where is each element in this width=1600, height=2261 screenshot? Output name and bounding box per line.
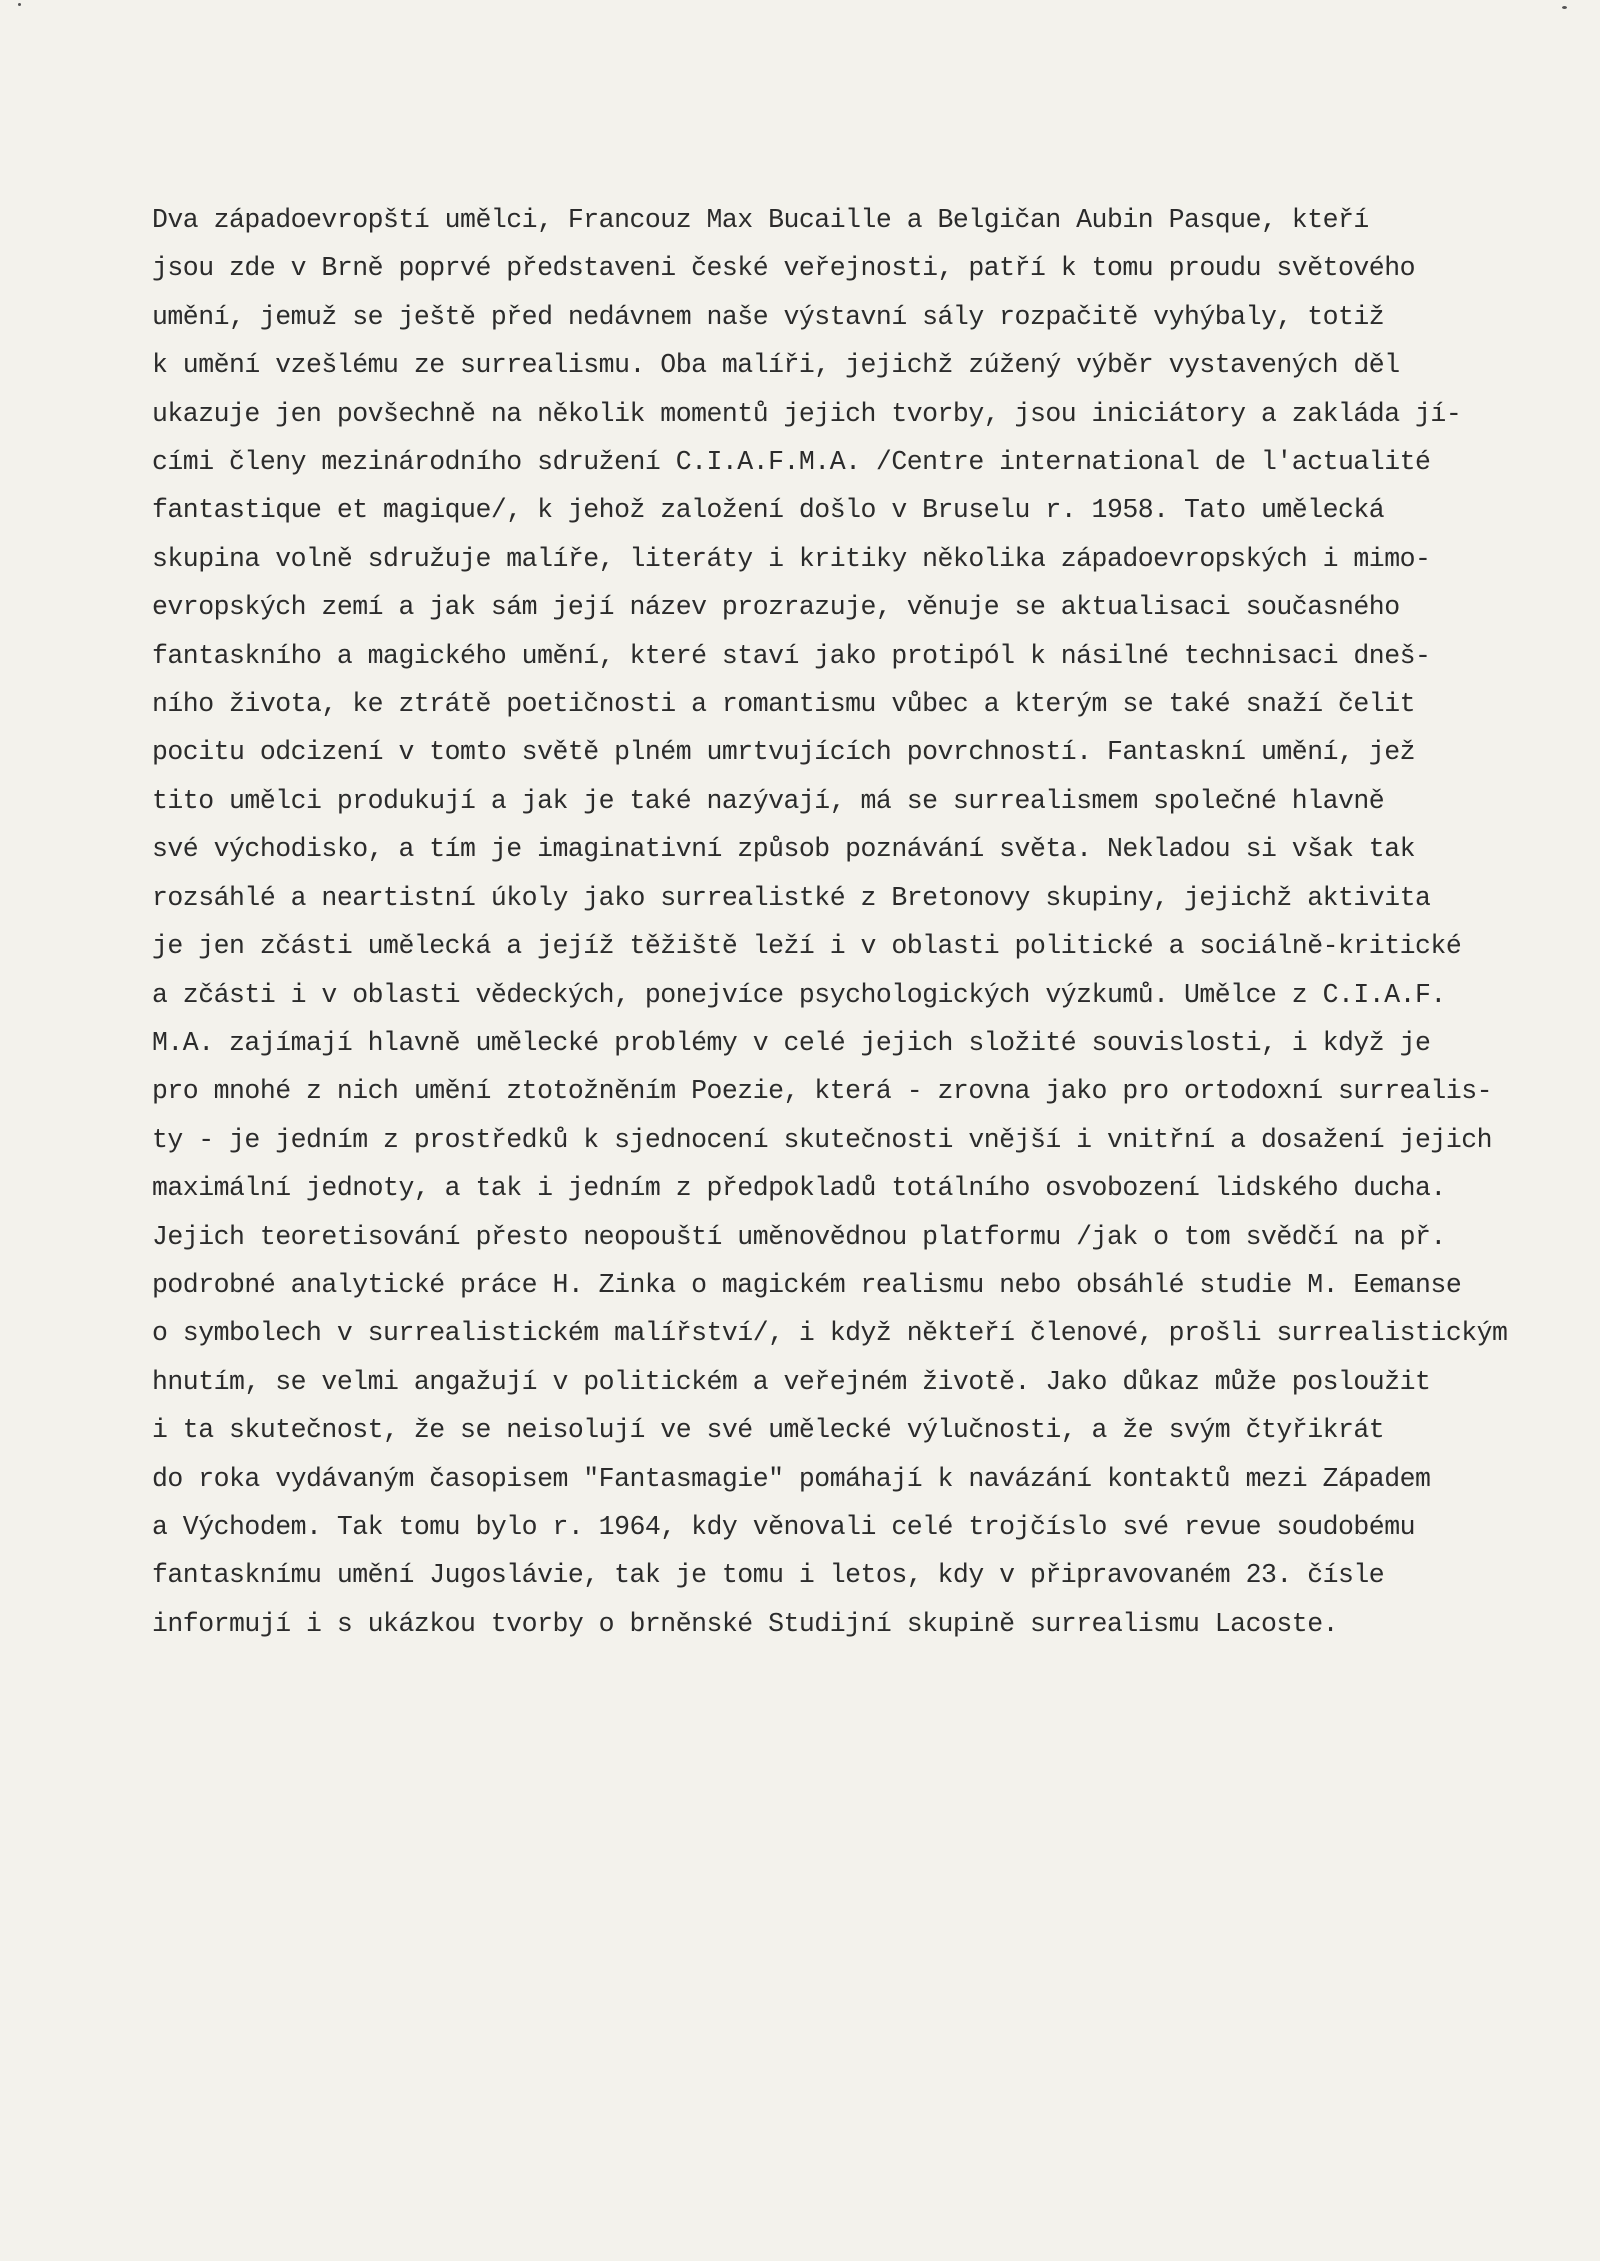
text-line: informují i s ukázkou tvorby o brněnské Studijní skupině surrealismu Lacoste.: [152, 1608, 1338, 1639]
text-line: evropských zemí a jak sám její název prozrazuje, věnuje se aktualisaci současného: [152, 592, 1400, 623]
text-line: a zčásti i v oblasti vědeckých, ponejvíce psychologických výzkumů. Umělce z C.I.A.F.: [152, 979, 1446, 1010]
text-line: pro mnohé z nich umění ztotožněním Poezie, která - zrovna jako pro ortodoxní surrealis-: [152, 1076, 1493, 1107]
text-line: do roka vydávaným časopisem "Fantasmagie" pomáhají k navázání kontaktů mezi Západem: [152, 1463, 1431, 1494]
text-line: hnutím, se velmi angažují v politickém a veřejném životě. Jako důkaz může posloužit: [152, 1366, 1431, 1397]
text-line: fantastique et magique/, k jehož založení došlo v Bruselu r. 1958. Tato umělecká: [152, 495, 1385, 526]
text-line: a Východem. Tak tomu bylo r. 1964, kdy věnovali celé trojčíslo své revue soudobému: [152, 1511, 1416, 1542]
text-line: podrobné analytické práce H. Zinka o magickém realismu nebo obsáhlé studie M. Eemanse: [152, 1269, 1462, 1300]
text-line: je jen zčásti umělecká a jejíž těžiště leží i v oblasti politické a sociálně-kritické: [152, 931, 1462, 962]
text-line: ního života, ke ztrátě poetičnosti a romantismu vůbec a kterým se také snaží čelit: [152, 689, 1416, 720]
text-line: cími členy mezinárodního sdružení C.I.A.F.M.A. /Centre international de l'actualité: [152, 447, 1431, 478]
typewritten-text: [152, 196, 1552, 1648]
paper-speck: [1562, 6, 1567, 9]
text-line: své východisko, a tím je imaginativní způsob poznávání světa. Nekladou si však tak: [152, 834, 1416, 865]
text-line: M.A. zajímají hlavně umělecké problémy v celé jejich složité souvislosti, i když je: [152, 1027, 1431, 1058]
text-line: Dva západoevropští umělci, Francouz Max Bucaille a Belgičan Aubin Pasque, kteří: [152, 205, 1369, 235]
text-line: rozsáhlé a neartistní úkoly jako surrealistké z Bretonovy skupiny, jejichž aktivita: [152, 882, 1431, 913]
text-line: fantasknímu umění Jugoslávie, tak je tomu i letos, kdy v připravovaném 23. čísle: [152, 1560, 1385, 1591]
text-line: maximální jednoty, a tak i jedním z předpokladů totálního osvobození lidského ducha.: [152, 1173, 1446, 1204]
text-line: jsou zde v Brně poprvé představeni české veřejnosti, patří k tomu proudu světového: [152, 253, 1416, 284]
text-line: o symbolech v surrealistickém malířství/, i když někteří členové, prošli surrealistickým: [152, 1318, 1508, 1349]
text-line: ukazuje jen povšechně na několik momentů jejich tvorby, jsou iniciátory a zakláda jí-: [152, 398, 1462, 429]
text-line: skupina volně sdružuje malíře, literáty i kritiky několika západoevropských i mimo-: [152, 543, 1431, 574]
paper-speck: [18, 3, 21, 6]
text-line: k umění vzešlému ze surrealismu. Oba malíři, jejichž zúžený výběr vystavených děl: [152, 350, 1400, 381]
text-line: pocitu odcizení v tomto světě plném umrtvujících povrchností. Fantaskní umění, jež: [152, 737, 1416, 768]
text-line: umění, jemuž se ještě před nedávnem naše výstavní sály rozpačitě vyhýbaly, totiž: [152, 301, 1385, 332]
text-line: ty - je jedním z prostředků k sjednocení skutečnosti vnější i vnitřní a dosažení jejich: [152, 1124, 1493, 1155]
text-line: Jejich teoretisování přesto neopouští uměnovědnou platformu /jak o tom svědčí na př.: [152, 1221, 1446, 1252]
text-line: fantaskního a magického umění, které staví jako protipól k násilné technisaci dneš-: [152, 640, 1431, 671]
text-line: i ta skutečnost, že se neisolují ve své umělecké výlučnosti, a že svým čtyřikrát: [152, 1415, 1385, 1446]
text-line: tito umělci produkují a jak je také nazývají, má se surrealismem společné hlavně: [152, 785, 1385, 816]
